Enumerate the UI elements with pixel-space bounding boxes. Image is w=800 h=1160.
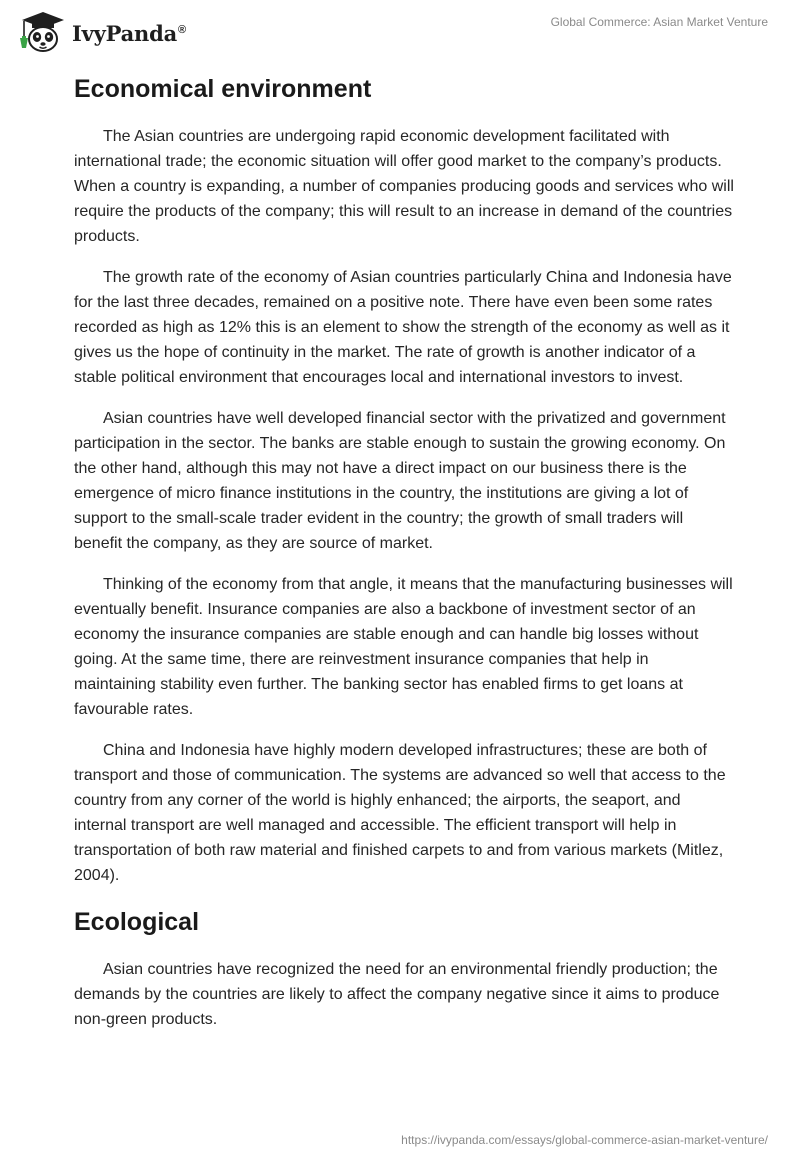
section-ecological [74, 904, 734, 1032]
section-heading: Economical environment [74, 75, 372, 103]
registered-mark: ® [178, 23, 186, 36]
brand-name: IvyPanda® [72, 20, 186, 46]
paragraph: Asian countries have recognized the need for an environmental friendly production; the demands by the countries are likely to affect the company negative since it aims to produce non-green products. [74, 961, 720, 1028]
panda-graduate-icon [16, 8, 66, 54]
section-economical-environment [74, 71, 734, 888]
paragraph: Asian countries have well developed financial sector with the privatized and government participation in the sector. The banks are stable enough to sustain the growing economy. On the other hand, although this may not have a direct impact on our business there is the emergence of micro finance institutions in the country, the institutions are giving a lot of support to the small-scale trader evident in the country; the growth of small traders will benefit the company, as they are source of market. [74, 410, 726, 552]
section-heading: Ecological [74, 908, 200, 936]
ivypanda-logo[interactable] [16, 8, 186, 54]
page-header [0, 0, 800, 60]
paragraph: The growth rate of the economy of Asian countries particularly China and Indonesia have for the last three decades, remained on a positive note. There have even been some rates recorded as high as 12% this is an element to show the strength of the economy as well as it gives us the hope of continuity in the market. The rate of growth is another indicator of a stable political environment that encourages local and international investors to invest. [74, 269, 732, 386]
paragraph: Thinking of the economy from that angle, it means that the manufacturing businesses will eventually benefit. Insurance companies are also a backbone of investment sector of an economy the insurance companies are stable enough and can handle big losses without going. At the same time, there are reinvestment insurance companies that help in maintaining stability even further. The banking sector has enabled firms to get loans at favourable rates. [74, 576, 733, 718]
paragraph: China and Indonesia have highly modern developed infrastructures; these are both of transport and those of communication. The systems are advanced so well that access to the country from any corner of the world is highly enhanced; the airports, the seaport, and internal transport are well managed and accessible. The efficient transport will help in transportation of both raw material and finished carpets to and from various markets (Mitlez, 2004). [74, 742, 726, 884]
essay-content [74, 70, 734, 1048]
paragraph: The Asian countries are undergoing rapid economic development facilitated with international trade; the economic situation will offer good market to the company’s products. When a country is expanding, a number of companies producing goods and services who will require the products of the company; this will result to an increase in demand of the countries products. [74, 128, 734, 245]
document-title: Global Commerce: Asian Market Venture [550, 15, 768, 29]
source-url[interactable]: https://ivypanda.com/essays/global-commerce-asian-market-venture/ [401, 1133, 768, 1147]
